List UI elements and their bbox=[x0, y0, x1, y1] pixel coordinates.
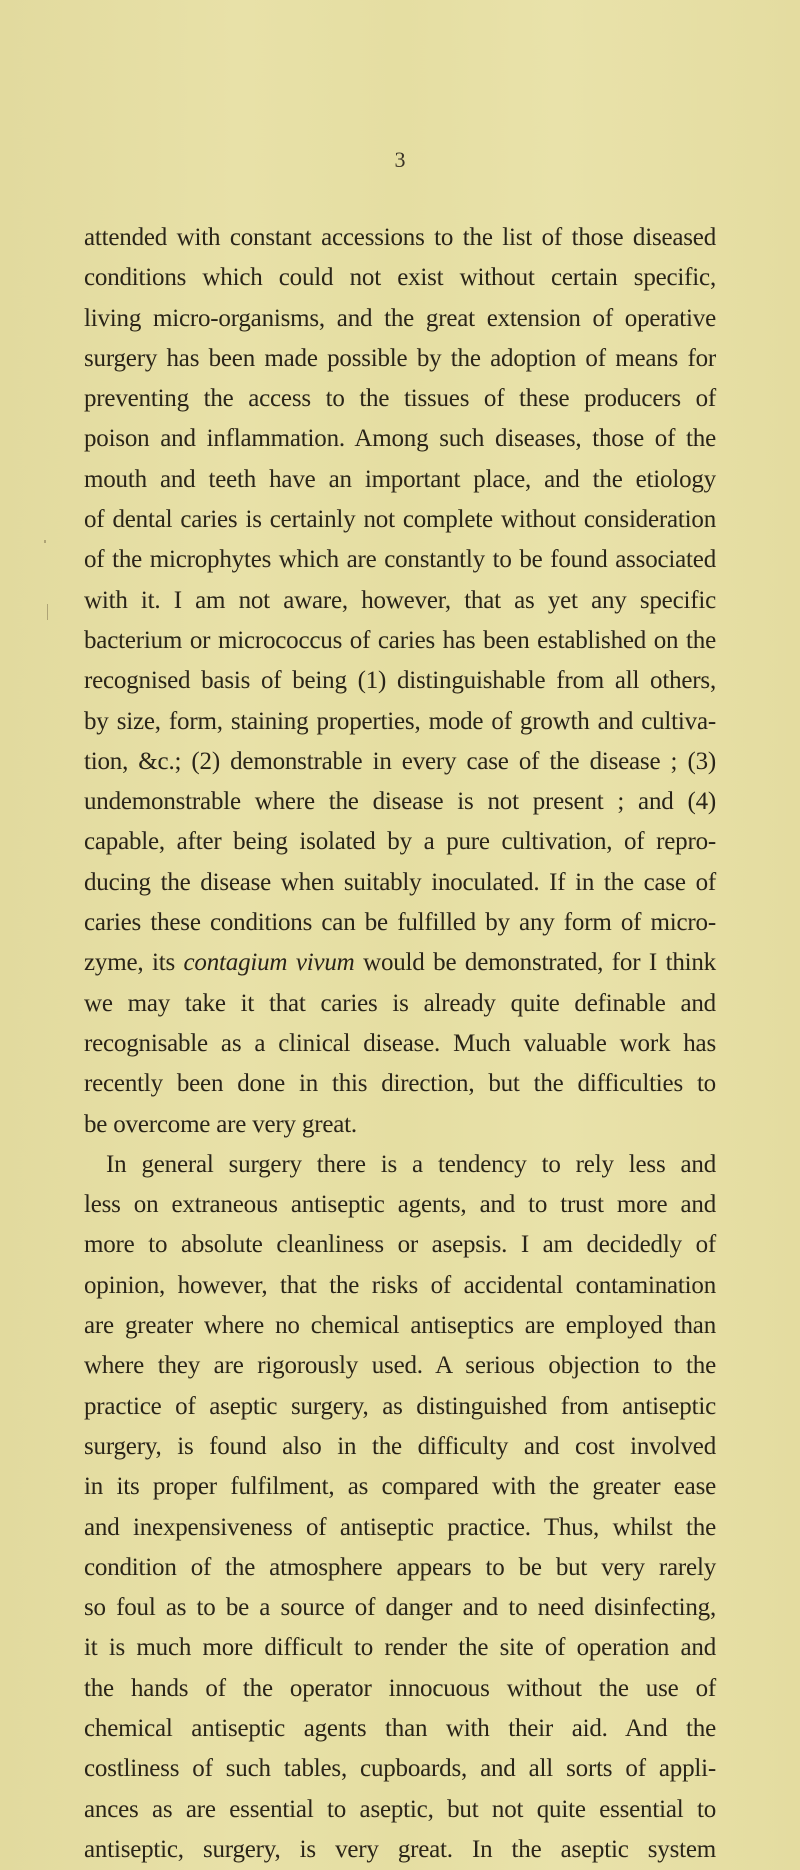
text-line: ducing the disease when suitably inoculated. If in the case of bbox=[84, 868, 716, 896]
text-line: the hands of the operator innocuous without the use of bbox=[84, 1674, 716, 1702]
text-line: so foul as to be a source of danger and to need disinfecting, bbox=[84, 1594, 716, 1622]
text-line: by size, form, staining properties, mode of growth and cultiva- bbox=[84, 707, 716, 735]
text-line: bacterium or micrococcus of caries has been established on the bbox=[84, 626, 716, 654]
body-text bbox=[84, 218, 716, 1870]
text-line: practice of aseptic surgery, as distinguished from antiseptic bbox=[84, 1392, 716, 1420]
text-line: tion, &c.; (2) demonstrable in every case of the disease ; (3) bbox=[84, 747, 716, 775]
text-line: antiseptic, surgery, is very great. In the aseptic system bbox=[84, 1835, 716, 1863]
text-line: recognised basis of being (1) distinguishable from all others, bbox=[84, 667, 716, 695]
text-line: recognisable as a clinical disease. Much valuable work has bbox=[84, 1029, 716, 1057]
margin-mark bbox=[47, 604, 48, 620]
text-line: capable, after being isolated by a pure cultivation, of repro- bbox=[84, 828, 716, 856]
text-line: attended with constant accessions to the list of those diseased bbox=[84, 224, 716, 251]
text-line: In general surgery there is a tendency to rely less and bbox=[106, 1150, 716, 1178]
margin-mark bbox=[44, 540, 46, 543]
text-line-with-italic bbox=[84, 943, 716, 983]
text-fragment: zyme, its bbox=[84, 949, 184, 977]
text-line: preventing the access to the tissues of these producers of bbox=[84, 385, 716, 413]
text-line: caries these conditions can be fulfilled by any form of micro- bbox=[84, 909, 716, 937]
text-line: of the microphytes which are constantly to be found associated bbox=[84, 546, 716, 574]
text-line: undemonstrable where the disease is not present ; and (4) bbox=[84, 788, 716, 816]
text-line: ances as are essential to aseptic, but not quite essential to bbox=[84, 1795, 716, 1823]
text-line: recently been done in this direction, but the difficulties to bbox=[84, 1070, 716, 1098]
page-number: 3 bbox=[394, 147, 406, 172]
text-line: condition of the atmosphere appears to be but very rarely bbox=[84, 1553, 716, 1581]
text-line: in its proper fulfilment, as compared with the greater ease bbox=[84, 1473, 716, 1501]
text-line: more to absolute cleanliness or asepsis. I am decidedly of bbox=[84, 1231, 716, 1259]
text-line: we may take it that caries is already quite definable and bbox=[84, 989, 716, 1017]
text-line: mouth and teeth have an important place, and the etiology bbox=[84, 465, 716, 493]
text-line: of dental caries is certainly not complete without consideration bbox=[84, 506, 716, 534]
text-line: where they are rigorously used. A serious objection to the bbox=[84, 1352, 716, 1380]
italic-term: contagium vivum bbox=[183, 949, 355, 977]
text-line: surgery has been made possible by the adoption of means for bbox=[84, 344, 716, 372]
text-line: conditions which could not exist without certain specific, bbox=[84, 264, 716, 292]
text-line: living micro-organisms, and the great extension of operative bbox=[84, 304, 716, 332]
text-line: opinion, however, that the risks of accidental contamination bbox=[84, 1271, 716, 1299]
text-line: and inexpensiveness of antiseptic practice. Thus, whilst the bbox=[84, 1513, 716, 1541]
text-line: it is much more difficult to render the site of operation and bbox=[84, 1634, 716, 1662]
text-line: are greater where no chemical antiseptics are employed than bbox=[84, 1312, 716, 1340]
text-fragment: would be demonstrated, for I think bbox=[354, 949, 716, 977]
text-line: poison and inflammation. Among such diseases, those of the bbox=[84, 425, 716, 453]
text-line: less on extraneous antiseptic agents, and to trust more and bbox=[84, 1191, 716, 1219]
text-line: be overcome are very great. bbox=[84, 1110, 357, 1138]
text-line: surgery, is found also in the difficulty and cost involved bbox=[84, 1432, 716, 1460]
text-line: chemical antiseptic agents than with their aid. And the bbox=[84, 1714, 716, 1742]
text-line: with it. I am not aware, however, that as yet any specific bbox=[84, 586, 716, 614]
text-line: costliness of such tables, cupboards, and all sorts of appli- bbox=[84, 1755, 716, 1783]
